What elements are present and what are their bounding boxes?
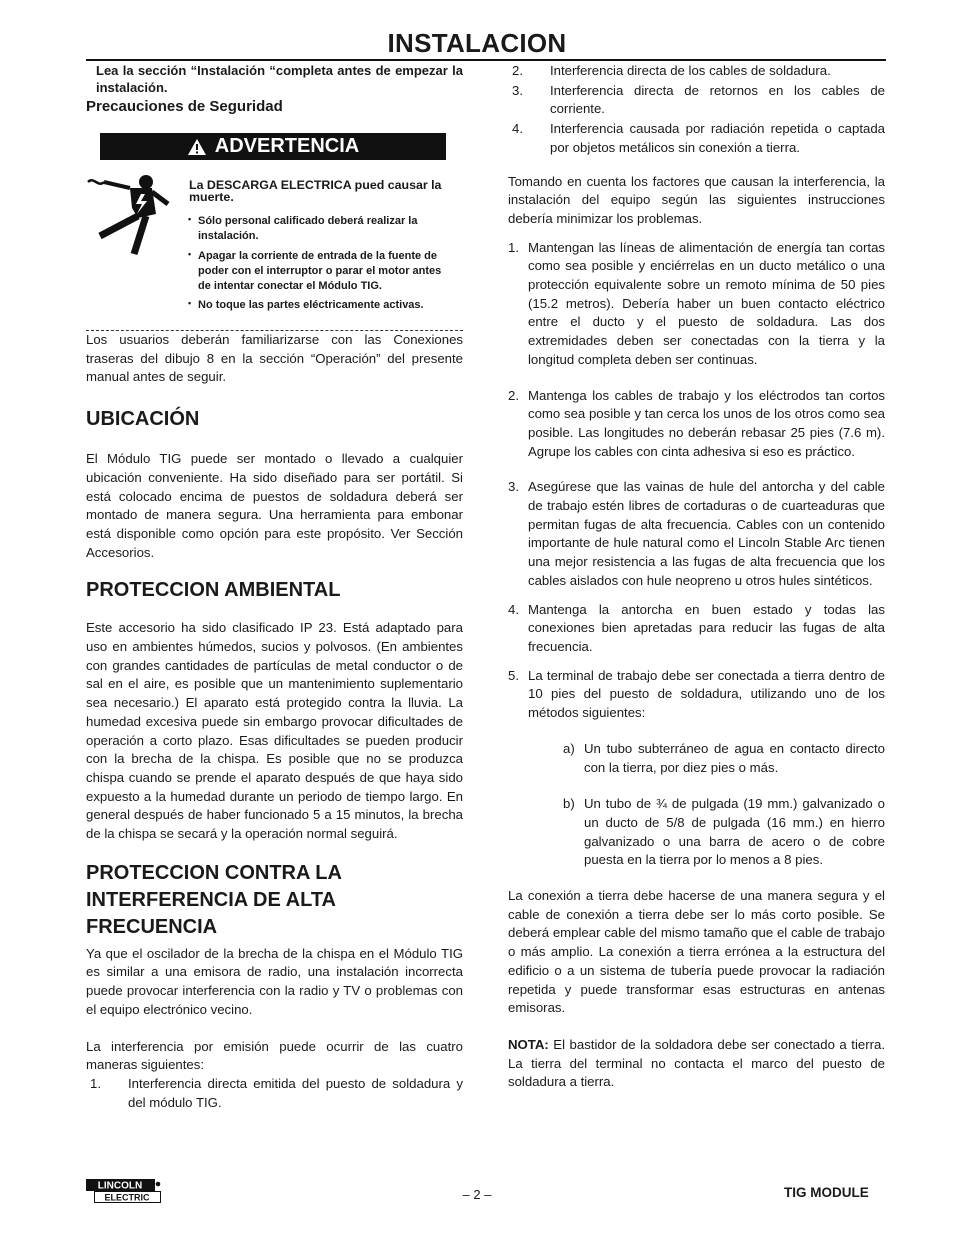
instruction-step-text: Mantenga la antorcha en buen estado y todas las conexiones bien apretadas para reducir las fugas de alta frecuencia.: [528, 601, 885, 654]
interference-way-number: 4.: [512, 121, 523, 137]
instruction-step: [508, 478, 885, 590]
warning-banner-label: ADVERTENCIA: [214, 135, 360, 158]
ground-paragraph: La conexión a tierra debe hacerse de una manera segura y el cable de conexión a tierra debe ser lo más corto posible. Se deberá emplear cable del mismo tamaño que el cable de trabajo o más amplio. La conexión a tierra errónea a la estructura del edificio o a un sistema de tubería puede provocar la radiación repetida y puede transformar esas estructuras en antenas emisoras.: [508, 888, 885, 1016]
instruction-step-number: 5.: [508, 667, 519, 683]
instruction-steps-list: [508, 239, 885, 723]
instruction-step-number: 2.: [508, 387, 519, 403]
section-title-ambiental: PROTECCION AMBIENTAL: [86, 579, 341, 602]
ground-method: [563, 795, 885, 870]
users-paragraph: Los usuarios deberán familiarizarse con las Conexiones traseras del dibujo 8 en la sección “Operación” del presente manual antes de seguir.: [86, 332, 463, 385]
instruction-step-text: Mantenga los cables de trabajo y los eléctrodos tan cortos como sea posible y tan cerca los unos de los otros como sea posible. Las longitudes no deberán rebasar 25 pies (7.6 m). Agrupe los cables con cinta adhesiva si eso es práctico.: [528, 387, 885, 459]
instruction-step-number: 3.: [508, 479, 519, 495]
page-number: – 2 –: [462, 1187, 492, 1202]
interference-way-1: 1. Interferencia directa emitida del puesto de soldadura y del módulo TIG.: [90, 1075, 463, 1110]
interference-ways-list: [508, 62, 885, 158]
warning-headline: La DESCARGA ELECTRICA pued causar la muerte.: [189, 178, 442, 204]
instruction-step-number: 4.: [508, 601, 519, 617]
ubicacion-paragraph: El Módulo TIG puede ser montado o llevado a cualquier ubicación conveniente. Ha sido diseñado para ser portátil. Si está colocado encima de puestos de soldadura deberá ser montado de manera segura. Una herramienta para embonar está disponible como opción para este propósito. Ver Sección Accesorios.: [86, 451, 463, 560]
model-name: TIG MODULE: [784, 1185, 869, 1200]
interference-way-number: 2.: [512, 63, 523, 78]
interference-way: [512, 62, 885, 81]
warning-item: • Sólo personal calificado deberá realizar la instalación.: [186, 214, 456, 245]
instruction-step: [508, 667, 885, 723]
interferencia-paragraph-2: La interferencia por emisión puede ocurrir de las cuatro maneras siguientes:: [86, 1038, 463, 1073]
warning-item: • No toque las partes eléctricamente activas.: [186, 298, 456, 313]
ground-method-text: Un tubo subterráneo de agua en contacto directo con la tierra, por diez pies o más.: [584, 740, 885, 775]
instruction-step: [508, 387, 885, 462]
ground-method-number: b): [563, 796, 575, 812]
factors-paragraph: Tomando en cuenta los factores que causan la interferencia, la instalación del equipo según las siguientes instrucciones debería minimizar los problemas.: [508, 173, 885, 226]
warning-item: • Apagar la corriente de entrada de la fuente de poder con el interruptor o parar el motor antes de intentar conectar el Módulo TIG.: [186, 249, 456, 295]
warning-banner: [100, 133, 446, 160]
ground-methods-list: [508, 740, 885, 870]
ground-method: [563, 740, 885, 777]
svg-text:ELECTRIC: ELECTRIC: [104, 1192, 150, 1203]
svg-text:LINCOLN: LINCOLN: [97, 1180, 143, 1192]
ambiental-paragraph: Este accesorio ha sido clasificado IP 23. Está adaptado para uso en ambientes húmedos, sucios y polvosos. (En ambientes con grandes cantidades de partículas de metal conductor o de sal en el aire, es posible que un mantenimiento suplementario sea necesario.) El aparato está protegido contra la lluvia. La humedad excesiva puede sin embargo provocar dificultades de operación a corto plazo. Esas dificultades se pueden producir con la brecha de la chispa. Es posible que no se produzca chispa cuando se prende el aparato después de que haya sido expuesto a la humedad durante un periodo de tiempo largo. En general después de haber funcionado 5 a 15 minutos, la brecha de la chispa se secará y la operación normal seguirá.: [86, 620, 463, 842]
interference-way: [512, 120, 885, 157]
left-column: [86, 62, 463, 1112]
nota-paragraph: [508, 1036, 885, 1092]
interference-way-number: 3.: [512, 82, 523, 98]
instruction-step: [508, 601, 885, 657]
ground-method-text: Un tubo de ¾ de pulgada (19 mm.) galvanizado o un ducto de 5/8 de pulgada (16 mm.) en hierro galvanizado o una barra de acero o de cobre puesta en la tierra por lo menos a 8 pies.: [584, 796, 885, 868]
section-title-ubicacion: UBICACIÓN: [86, 408, 200, 431]
nota-label: NOTA:: [508, 1036, 549, 1052]
instruction-step-text: Asegúrese que las vainas de hule del antorcha y del cable de trabajo estén libres de cortaduras o de cuarteaduras que permitan fugas de alta frecuencia. Cables con un contenido importante de hule natural como el Lincoln Stable Arc tienen una mejor resistencia a las fugas de alta frecuencia que los cables aislados con hule neopreno u otros hules sintéticos.: [528, 479, 885, 588]
instruction-step-text: La terminal de trabajo debe ser conectada a tierra dentro de 10 pies del puesto de soldadura, utilizando uno de los métodos siguientes:: [528, 667, 885, 721]
intro-note: Lea la sección “Instalación “completa antes de empezar la instalación.: [96, 63, 463, 95]
instruction-step-number: 1.: [508, 239, 519, 255]
page-title: INSTALACION: [387, 28, 567, 58]
instruction-step-text: Mantengan las líneas de alimentación de energía tan cortas como sea posible y enciérrelas en un ducto metálico o una protección equivalente sobre un remoto mínima de 50 pies (15.2 metros). Debería haber un buen contacto eléctrico entre el ducto y el puesto de soldadura. Las dos extremidades deben ser conectadas con la tierra y la longitud completa deben ser continuas.: [528, 239, 885, 367]
interference-way-text: Interferencia causada por radiación repetida o captada por objetos metálicos sin conexión a tierra.: [550, 121, 885, 155]
right-column: [508, 62, 885, 1092]
safety-heading: Precauciones de Seguridad: [86, 98, 283, 115]
interferencia-paragraph-1: Ya que el oscilador de la brecha de la chispa en el Módulo TIG es similar a una emisora de radio, una instalación incorrecta puede provocar interferencia con la radio y TV o problemas con el equipo electrónico vecino.: [86, 945, 463, 1017]
electric-shock-icon: [86, 174, 176, 256]
interference-way-text: Interferencia directa de los cables de soldadura.: [550, 63, 831, 78]
instruction-step: [508, 239, 885, 370]
ground-method-number: a): [563, 740, 575, 756]
interference-way-text: Interferencia directa de retornos en los cables de corriente.: [550, 82, 885, 117]
title-rule: [86, 59, 886, 61]
warning-list: [186, 214, 456, 318]
warning-box: [86, 160, 463, 332]
warning-triangle-icon: [187, 138, 207, 156]
section-title-interferencia: PROTECCION CONTRA LA INTERFERENCIA DE ALTA FRECUENCIA: [86, 861, 342, 938]
interference-way: [512, 82, 885, 119]
nota-text: El bastidor de la soldadora debe ser conectado a tierra. La tierra del terminal no contacta el marco del puesto de soldadura a tierra.: [508, 1036, 885, 1090]
